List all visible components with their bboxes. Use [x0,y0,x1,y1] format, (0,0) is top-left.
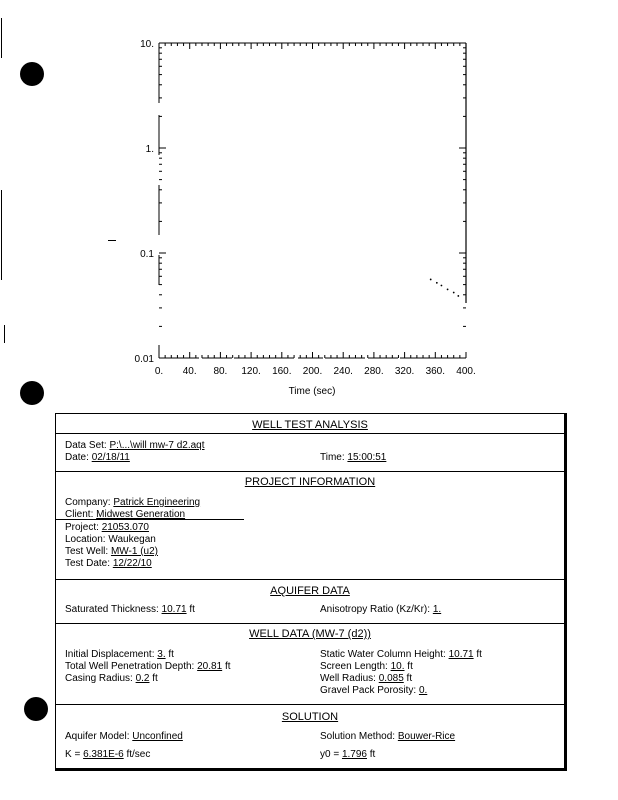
aquifer-model-label: Aquifer Model: [65,731,130,742]
location-line [65,534,156,546]
test-well-value: MW-1 (u2) [110,546,158,557]
well-radius-line [320,673,412,685]
divider [56,433,564,434]
data-point [453,292,455,294]
screen-length-line [320,661,413,673]
well-radius-label: Well Radius: [320,673,376,684]
anisotropy-value: 1. [432,604,442,615]
k-label: K [65,749,72,760]
gravel-pack-line [320,685,427,697]
location-value: Waukegan [108,534,156,545]
project-information-section [56,471,564,579]
test-date-value: 12/22/10 [112,558,152,569]
y-tick-label: 0.01 [134,354,154,365]
chart-ticks [159,43,466,358]
x-tick-label: 240. [333,366,353,377]
x-tick-label: 360. [425,366,446,377]
time-line [320,452,386,464]
y0-value: 1.796 [341,749,367,760]
casing-radius-line [65,673,158,685]
initial-displacement-value: 3. [157,649,166,660]
test-date-line [65,558,152,570]
data-point [436,282,438,284]
penetration-depth-unit: ft [224,661,231,672]
y-tick-label: 1. [145,144,154,155]
company-value: Patrick Engineering [113,497,201,508]
data-point [447,289,449,291]
time-label: Time: [320,452,345,463]
location-label: Location: [65,534,106,545]
data-point [430,279,432,281]
well-radius-unit: ft [406,673,413,684]
well-test-analysis-section [56,414,564,471]
x-axis-label: Time (sec) [288,386,336,397]
gravel-pack-value: 0. [418,685,428,696]
x-tick-label: 160. [272,366,292,377]
section-heading-aquifer-data: AQUIFER DATA [270,585,350,597]
data-series [430,279,459,297]
project-label: Project: [65,522,99,533]
y0-line [320,749,375,761]
penetration-depth-line [65,661,231,673]
screen-length-value: 10. [390,661,405,672]
k-value: 6.381E-6 [83,749,124,760]
solution-method-value: Bouwer-Rice [397,731,456,742]
saturated-thickness-line [65,604,195,616]
anisotropy-line [320,604,441,616]
date-label: Date: [65,452,89,463]
well-radius-value: 0.085 [378,673,404,684]
static-water-height-unit: ft [476,649,482,660]
casing-radius-value: 0.2 [135,673,150,684]
project-line [65,522,149,534]
static-water-height-label: Static Water Column Height: [320,649,446,660]
k-equals: = [74,749,81,760]
x-tick-label: 40. [182,366,197,377]
x-tick-label: 80. [213,366,228,377]
data-set-label: Data Set: [65,440,107,451]
date-value: 02/18/11 [91,452,130,463]
test-well-label: Test Well: [65,546,109,557]
x-tick-label: 400. [456,366,476,377]
y0-label: y0 [320,749,331,760]
client-label: Client: [65,509,94,520]
data-set-value: P:\...\will mw-7 d2.aqt [109,440,205,451]
y0-equals: = [333,749,340,760]
static-water-height-line [320,649,482,661]
test-well-line [65,546,158,558]
initial-displacement-label: Initial Displacement: [65,649,155,660]
solution-method-label: Solution Method: [320,731,396,742]
saturated-thickness-unit: ft [189,604,195,615]
x-tick-labels [155,366,476,377]
static-water-height-value: 10.71 [448,649,474,660]
x-tick-label: 120. [241,366,261,377]
client-underline [56,519,244,520]
casing-radius-unit: ft [152,673,158,684]
section-heading-well-data: WELL DATA (MW-7 (d2)) [249,628,371,640]
screen-length-label: Screen Length: [320,661,388,672]
x-tick-label: 280. [364,366,384,377]
project-value: 21053.070 [101,522,149,533]
x-tick-label: 0. [154,366,164,377]
saturated-thickness-label: Saturated Thickness: [65,604,159,615]
solution-section [56,704,564,770]
section-heading-solution: SOLUTION [281,711,339,723]
data-set-line [65,440,205,452]
section-heading-project-information: PROJECT INFORMATION [244,476,376,488]
well-data-section [56,623,564,704]
aquifer-data-section [56,579,564,623]
x-tick-label: 320. [394,366,415,377]
company-label: Company: [65,497,111,508]
k-line [65,749,150,761]
well-test-report [55,413,567,771]
initial-displacement-line [65,649,174,661]
data-point [457,295,459,297]
penetration-depth-value: 20.81 [197,661,223,672]
section-heading-well-test-analysis: WELL TEST ANALYSIS [252,419,368,431]
aquifer-model-value: Unconfined [132,731,183,742]
saturated-thickness-value: 10.71 [161,604,187,615]
y-tick-label: 0.1 [140,249,154,260]
casing-radius-label: Casing Radius: [65,673,133,684]
anisotropy-label: Anisotropy Ratio (Kz/Kr): [320,604,431,615]
k-unit: ft/sec [126,749,151,760]
solution-method-line [320,731,455,743]
gravel-pack-label: Gravel Pack Porosity: [320,685,417,696]
chart-frame [159,43,466,358]
date-line [65,452,130,464]
data-point [441,285,443,287]
penetration-depth-label: Total Well Penetration Depth: [65,661,195,672]
y-tick-label: 10. [140,39,154,50]
y-tick-labels [135,39,155,365]
screen-length-unit: ft [407,661,413,672]
y0-unit: ft [369,749,376,760]
initial-displacement-unit: ft [168,649,174,660]
client-value: Midwest Generation [96,509,186,520]
company-line [65,497,200,509]
binder-hole-bottom [24,697,48,721]
aquifer-model-line [65,731,183,743]
x-tick-label: 200. [302,366,323,377]
test-date-label: Test Date: [65,558,111,569]
time-value: 15:00:51 [347,452,387,463]
